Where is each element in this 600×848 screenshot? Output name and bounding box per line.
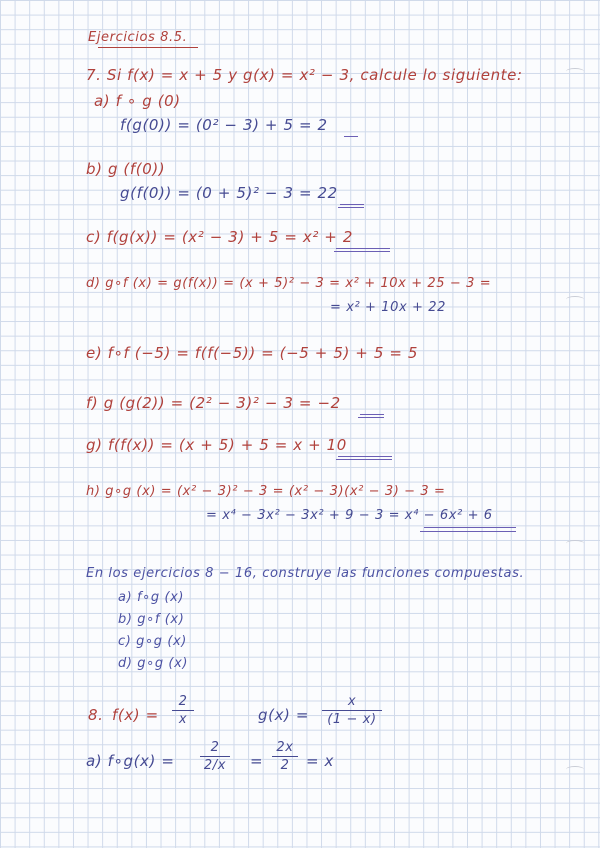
answer-underline-7g [338,456,392,457]
section-title: Ejercicios 8.5. [88,30,188,45]
exercise-8-g-def: g(x) = [258,706,310,724]
exercise-8a-result: = x [306,752,335,770]
8a-fraction-bar-1 [200,756,230,757]
g-fraction-bar [322,710,382,711]
exercise-7b-label: b) g (f(0)) [86,160,166,178]
instruction-item-d: d) g∘g (x) [118,656,189,671]
binder-hole-4 [566,766,584,773]
exercise-7e: e) f∘f (−5) = f(f(−5)) = (−5 + 5) + 5 = 5 [86,344,419,362]
8a-fraction-bar-2 [272,756,298,757]
exercise-7a-work: f(g(0)) = (0² − 3) + 5 = 2 [120,116,328,134]
binder-hole-1 [566,68,584,75]
exercise-7h: h) g∘g (x) = (x² − 3)² − 3 = (x² − 3)(x² − 3) − 3 = [86,484,446,499]
exercise-8a-fraction-2 [272,740,298,773]
exercise-7g: g) f(f(x)) = (x + 5) + 5 = x + 10 [86,436,347,454]
instruction-item-a: a) f∘g (x) [118,590,185,605]
answer-underline-7f-2 [358,417,384,418]
exercise-8-label: 8. [88,706,104,724]
exercise-7c: c) f(g(x)) = (x² − 3) + 5 = x² + 2 [86,228,353,246]
answer-underline-7c-2 [334,251,390,252]
answer-underline-7h [424,527,516,528]
exercise-7h-continued: = x⁴ − 3x² − 3x² + 9 − 3 = x⁴ − 6x² + 6 [206,508,493,523]
exercise-7d: d) g∘f (x) = g(f(x)) = (x + 5)² − 3 = x² + 10x + 25 − 3 = [86,276,492,291]
f-fraction-bar [172,710,194,711]
exercise-7f: f) g (g(2)) = (2² − 3)² − 3 = −2 [86,394,341,412]
answer-underline-7g-2 [336,459,392,460]
instructions-text: En los ejercicios 8 − 16, construye las funciones compuestas. [86,566,525,581]
f-denominator: x [178,712,188,727]
exercise-7-statement: 7. Si f(x) = x + 5 y g(x) = x² − 3, calcule lo siguiente: [86,66,523,84]
answer-underline-7b [340,204,364,205]
exercise-8-g-fraction [322,694,382,727]
exercise-7b-work: g(f(0)) = (0 + 5)² − 3 = 22 [120,184,338,202]
instruction-item-b: b) g∘f (x) [118,612,185,627]
g-numerator: x [347,694,357,709]
section-title-underline [98,47,198,48]
answer-underline-7b-2 [338,207,364,208]
answer-underline-7h-2 [420,531,516,532]
answer-underline-7c [336,248,390,249]
exercise-8a-label: a) f∘g(x) = [86,752,175,770]
8a-numerator-2: 2x [276,740,294,755]
binder-hole-2 [566,296,584,303]
8a-numerator-1: 2 [210,740,220,755]
exercise-8-f-fraction [172,694,194,727]
exercise-7a-label: a) f ∘ g (0) [94,92,181,110]
answer-underline-7f [360,414,384,415]
exercise-7d-continued: = x² + 10x + 22 [330,300,447,315]
exercise-8a-equals: = [250,752,264,770]
binder-hole-3 [566,540,584,547]
8a-denominator-2: 2 [280,758,290,773]
g-denominator: (1 − x) [327,712,377,727]
instruction-item-c: c) g∘g (x) [118,634,187,649]
exercise-8a-fraction-1 [200,740,230,773]
f-numerator: 2 [178,694,188,709]
8a-denominator-1: 2/x [203,758,227,773]
exercise-8-f-def: f(x) = [112,706,159,724]
answer-underline-7a [344,136,358,137]
